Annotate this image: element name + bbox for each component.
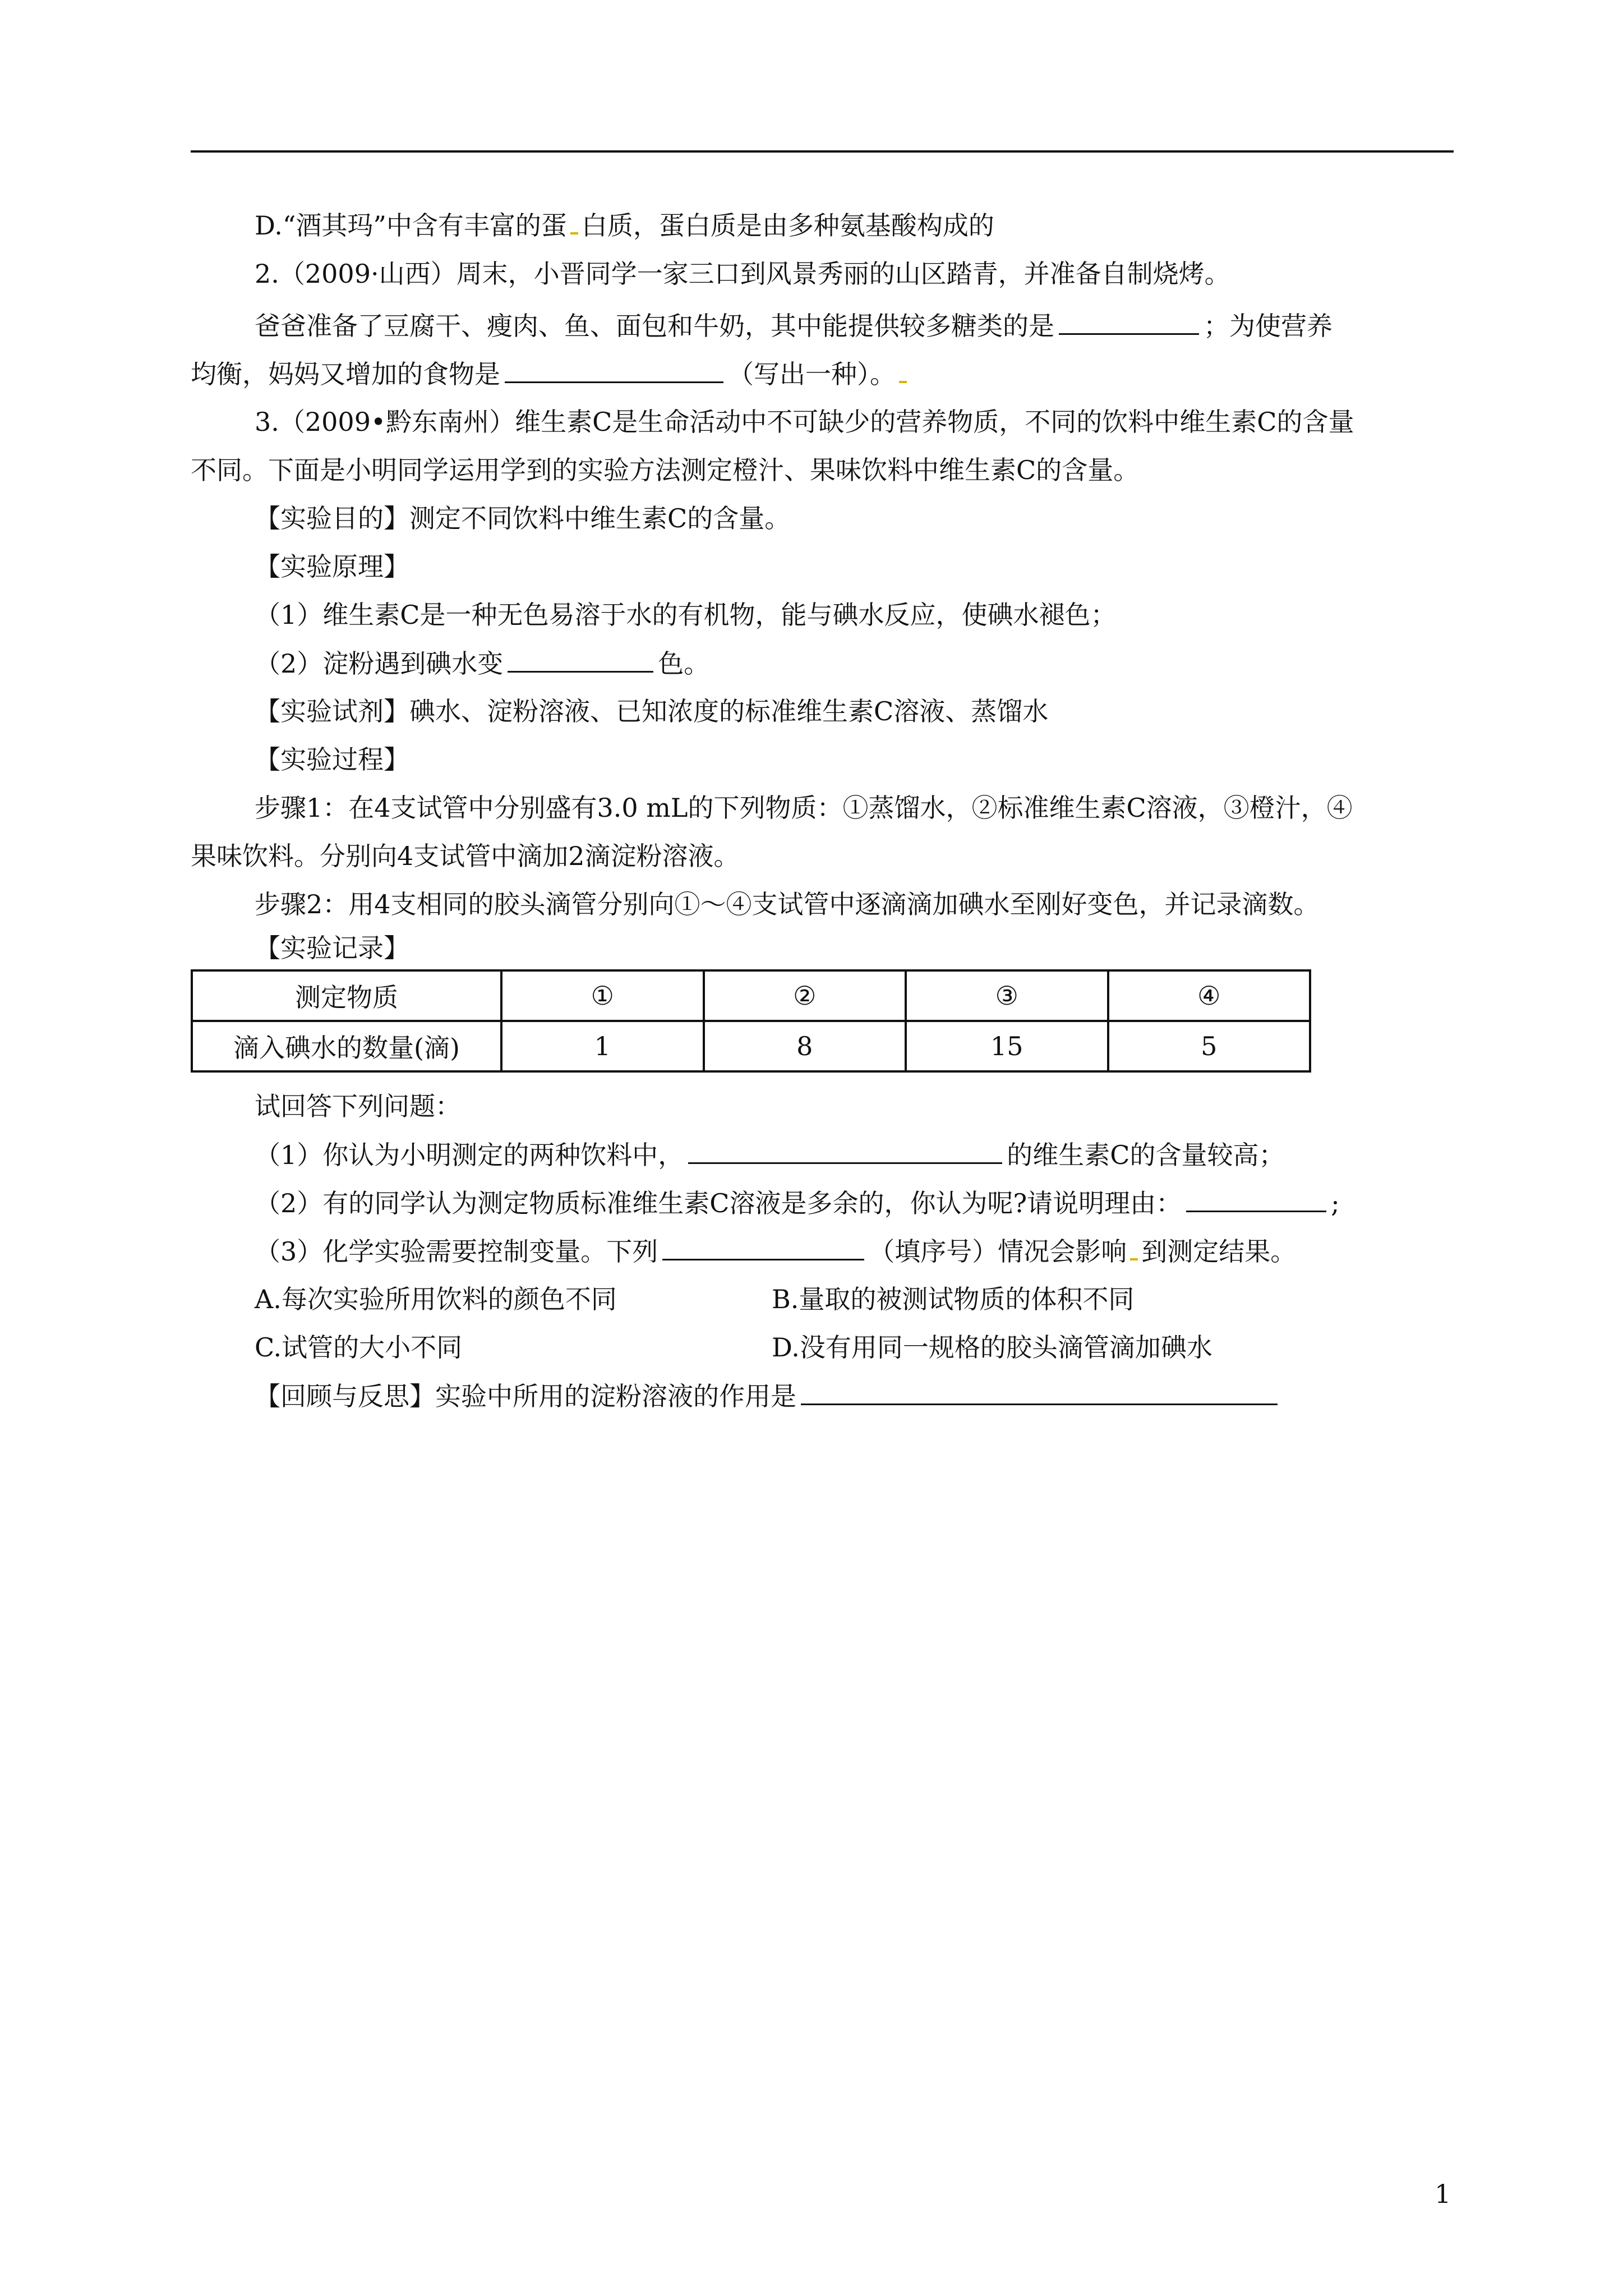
question-2-line: 2.（2009·山西）周末，小晋同学一家三口到风景秀丽的山区踏青，并准备自制烧烤。 — [255, 259, 1230, 289]
table-cell: ④ — [1108, 970, 1311, 1021]
answer-blank[interactable] — [1059, 309, 1199, 335]
table-cell: ② — [704, 970, 906, 1021]
step-1-cont: 果味饮料。分别向4支试管中滴加2滴淀粉溶液。 — [191, 841, 740, 871]
review-reflection: 【回顾与反思】实验中所用的淀粉溶液的作用是 — [255, 1379, 1282, 1413]
option-a: A.每次实验所用饮料的颜色不同 — [255, 1284, 617, 1314]
option-d: D.没有用同一规格的胶头滴管滴加碘水 — [772, 1332, 1212, 1363]
experiment-principle-heading: 【实验原理】 — [255, 551, 409, 582]
option-d-line: D.“酒其玛”中含有丰富的蛋 白质，蛋白质是由多种氨基酸构成的 — [255, 210, 994, 241]
table-cell: 8 — [704, 1021, 906, 1071]
option-b: B.量取的被测试物质的体积不同 — [772, 1284, 1135, 1314]
edit-mark — [570, 232, 578, 234]
question-3-text: 不同。下面是小明同学运用学到的实验方法测定橙汁、果味饮料中维生素C的含量。 — [191, 455, 1140, 485]
principle-2: （2）淀粉遇到碘水变 色。 — [255, 646, 709, 680]
question-sub-2: （2）有的同学认为测定物质标准维生素C溶液是多余的，你认为呢?请说明理由： ; — [255, 1186, 1340, 1220]
questions-heading: 试回答下列问题： — [255, 1091, 461, 1121]
table-cell: 5 — [1108, 1021, 1311, 1071]
table-row — [192, 1021, 1310, 1071]
question-2-text: 爸爸准备了豆腐干、瘦肉、鱼、面包和牛奶，其中能提供较多糖类的是 ；为使营养 — [255, 309, 1332, 343]
experiment-reagents: 【实验试剂】碘水、淀粉溶液、已知浓度的标准维生素C溶液、蒸馏水 — [255, 696, 1049, 726]
experiment-purpose: 【实验目的】测定不同饮料中维生素C的含量。 — [255, 503, 791, 533]
table-cell: ① — [501, 970, 704, 1021]
experiment-process-heading: 【实验过程】 — [255, 744, 409, 775]
answer-blank[interactable] — [662, 1234, 864, 1260]
step-1: 步骤1：在4支试管中分别盛有3.0 mL的下列物质：①蒸馏水，②标准维生素C溶液，③橙汁，④ — [255, 793, 1353, 823]
step-2: 步骤2：用4支相同的胶头滴管分别向①～④支试管中逐滴滴加碘水至刚好变色，并记录滴数。 — [255, 889, 1320, 919]
principle-1: （1）维生素C是一种无色易溶于水的有机物，能与碘水反应，使碘水褪色； — [255, 600, 1117, 630]
header-rule — [191, 150, 1454, 153]
experiment-record-heading: 【实验记录】 — [255, 933, 409, 963]
answer-blank[interactable] — [1186, 1186, 1326, 1212]
table-cell: 滴入碘水的数量(滴) — [192, 1021, 501, 1071]
edit-mark — [899, 381, 907, 383]
page-number: 1 — [1435, 2179, 1451, 2209]
answer-blank[interactable] — [505, 357, 723, 383]
table-cell: 1 — [501, 1021, 704, 1071]
edit-mark — [1130, 1258, 1138, 1260]
answer-blank[interactable] — [801, 1379, 1278, 1405]
option-c: C.试管的大小不同 — [255, 1332, 463, 1363]
table-row — [192, 970, 1310, 1021]
question-sub-1: （1）你认为小明测定的两种饮料中， 的维生素C的含量较高； — [255, 1138, 1284, 1172]
answer-blank[interactable] — [688, 1138, 1002, 1164]
question-3-line: 3.（2009•黔东南州）维生素C是生命活动中不可缺少的营养物质，不同的饮料中维生素C的含量 — [255, 407, 1354, 437]
answer-blank[interactable] — [508, 646, 653, 673]
table-cell: 15 — [906, 1021, 1108, 1071]
table-cell: 测定物质 — [192, 970, 501, 1021]
experiment-record-table — [191, 969, 1311, 1073]
question-2-text-2: 均衡，妈妈又增加的食物是 （写出一种）。 — [191, 357, 910, 391]
table-cell: ③ — [906, 970, 1108, 1021]
question-sub-3: （3）化学实验需要控制变量。下列 （填序号）情况会影响 到测定结果。 — [255, 1234, 1296, 1268]
